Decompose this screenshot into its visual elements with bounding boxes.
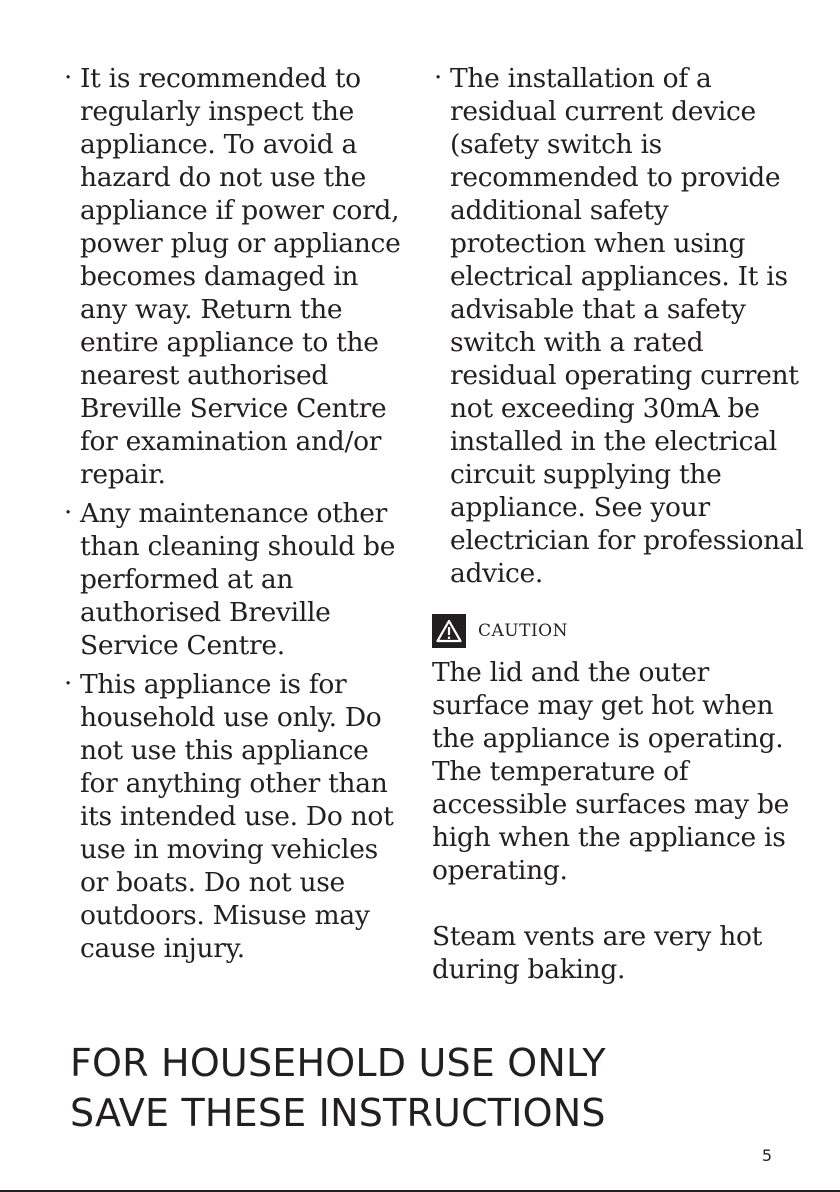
caution-label: CAUTION — [478, 621, 568, 641]
left-bullet-list — [62, 62, 402, 965]
footer-headline — [70, 1038, 606, 1138]
caution-paragraph-steam-vents: Steam vents are very hot during baking. — [432, 921, 762, 985]
bullet-dot: · — [64, 63, 72, 93]
bullet-dot: · — [64, 669, 72, 699]
bullet-dot: · — [434, 63, 442, 93]
footer-line-save-instructions: SAVE THESE INSTRUCTIONS — [70, 1091, 606, 1135]
bullet-text: The installation of a residual current device (safety switch is recommended to provide additional safety protection when using electrical appliances. It is advisable that a safety switch with a rated residual operating current not exceeding 30mA be installed in the electrical circuit supplying the appliance. See your electrician for professional advice. — [450, 63, 804, 589]
caution-heading — [432, 614, 812, 648]
bullet-text: It is recommended to regularly inspect the appliance. To avoid a hazard do not use the appliance if power cord, power plug or appliance becomes damaged in any way. Return the entire appliance to the nearest authorised Breville Service Centre for examination and/or repair. — [80, 63, 401, 490]
bullet-text: This appliance is for household use only. Do not use this appliance for anything other than its intended use. Do not use in moving vehicles or boats. Do not use outdoors. Misuse may cause injury. — [80, 669, 394, 964]
caution-paragraph-hot-surface: The lid and the outer surface may get hot when the appliance is operating. The temperature of accessible surfaces may be high when the appliance is operating. — [432, 657, 790, 886]
bullet-residual-current-device — [432, 62, 812, 590]
bullet-inspect-appliance — [62, 62, 402, 491]
left-column — [62, 62, 402, 971]
warning-triangle-icon — [432, 614, 466, 648]
bullet-household-use — [62, 668, 402, 965]
bullet-text: Any maintenance other than cleaning should be performed at an authorised Breville Service Centre. — [80, 498, 396, 661]
right-column — [432, 62, 812, 986]
bullet-maintenance — [62, 497, 402, 662]
bullet-dot: · — [64, 498, 72, 528]
footer-line-household: FOR HOUSEHOLD USE ONLY — [70, 1041, 606, 1085]
right-bullet-list — [432, 62, 812, 590]
page-number: 5 — [761, 1146, 772, 1165]
